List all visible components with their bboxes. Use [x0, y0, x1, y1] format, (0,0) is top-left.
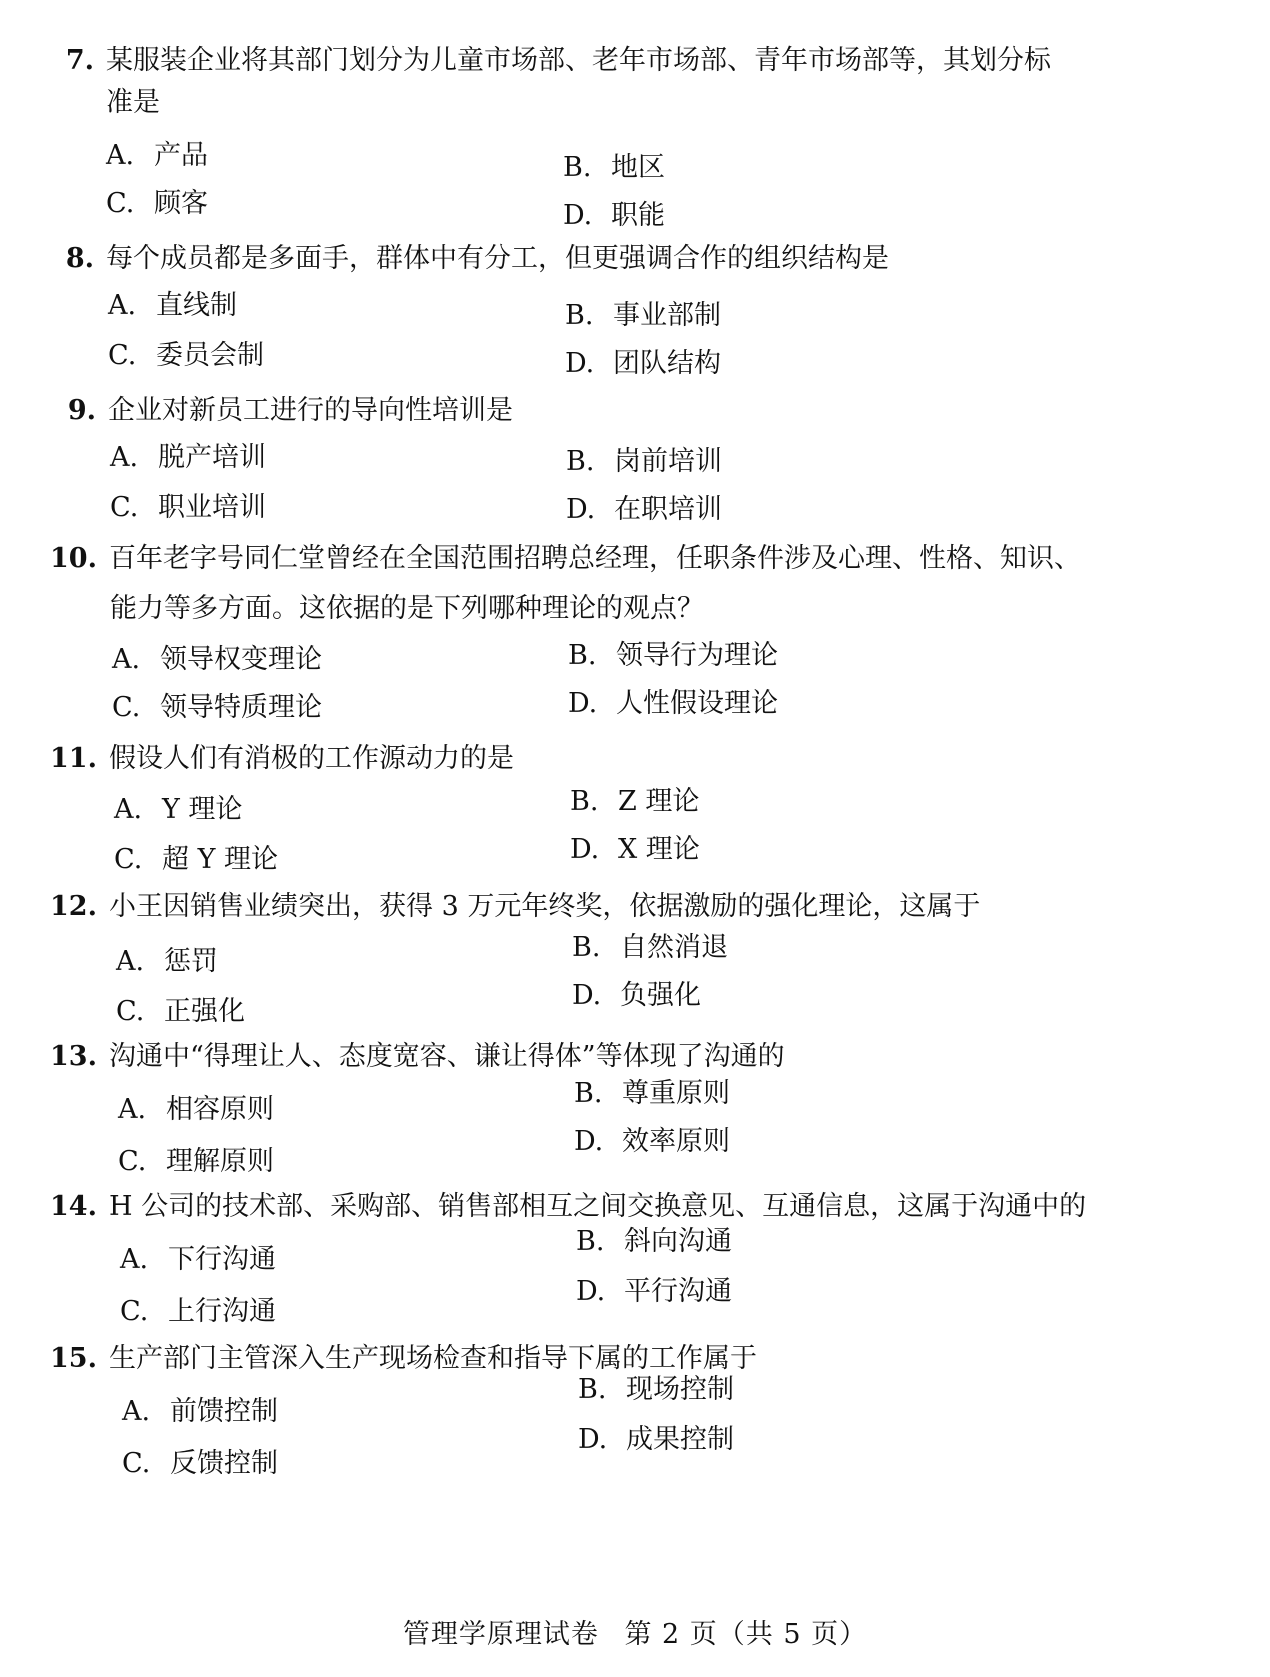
exam-title: 管理学原理试卷 — [402, 1619, 599, 1650]
question-number: 12. — [50, 891, 97, 922]
question-number: 15. — [50, 1343, 97, 1374]
page-number: 第 2 页（共 5 页） — [624, 1619, 868, 1650]
question-12-stem — [50, 884, 980, 930]
option-c: C. 理解原则 — [118, 1146, 274, 1177]
option-d: D. 成果控制 — [578, 1424, 734, 1455]
option-a: A. 领导权变理论 — [112, 644, 322, 675]
question-number: 10. — [50, 543, 97, 574]
question-10-stem — [50, 536, 1081, 582]
option-a: A. 相容原则 — [118, 1094, 274, 1125]
option-c: C. 反馈控制 — [122, 1448, 278, 1479]
option-b: B. 现场控制 — [578, 1374, 734, 1405]
option-c: C. 领导特质理论 — [112, 692, 322, 723]
option-a: A. 产品 — [106, 140, 208, 171]
option-d: D. X 理论 — [570, 834, 700, 865]
option-d: D. 效率原则 — [574, 1126, 730, 1157]
question-7-stem — [50, 38, 1051, 84]
option-b: B. 斜向沟通 — [576, 1226, 732, 1257]
option-d: D. 负强化 — [572, 980, 701, 1011]
option-b: B. 事业部制 — [565, 300, 721, 331]
option-c: C. 顾客 — [106, 188, 208, 219]
question-7-stem-continued: 准是 — [106, 87, 160, 118]
question-number: 13. — [50, 1041, 97, 1072]
option-b: B. 地区 — [563, 152, 665, 183]
question-9-stem — [52, 388, 513, 434]
option-b: B. 尊重原则 — [574, 1078, 730, 1109]
question-text: 小王因销售业绩突出，获得 3 万元年终奖，依据激励的强化理论，这属于 — [108, 891, 981, 922]
question-8-stem — [50, 236, 889, 282]
question-text: 生产部门主管深入生产现场检查和指导下属的工作属于 — [108, 1343, 757, 1374]
option-a: A. 前馈控制 — [122, 1396, 278, 1427]
question-text: 百年老字号同仁堂曾经在全国范围招聘总经理，任职条件涉及心理、性格、知识、 — [108, 543, 1081, 574]
question-number: 8. — [65, 243, 94, 274]
option-c: C. 职业培训 — [110, 492, 266, 523]
option-b: B. 领导行为理论 — [568, 640, 778, 671]
question-text: H 公司的技术部、采购部、销售部相互之间交换意见、互通信息，这属于沟通中的 — [108, 1191, 1087, 1222]
option-c: C. 委员会制 — [108, 340, 264, 371]
question-number: 7. — [65, 45, 94, 76]
page-footer — [0, 1612, 1270, 1651]
question-11-stem — [50, 736, 514, 782]
option-a: A. 脱产培训 — [110, 442, 266, 473]
option-c: C. 正强化 — [116, 996, 245, 1027]
option-c: C. 超 Y 理论 — [114, 844, 278, 875]
option-a: A. 直线制 — [108, 290, 237, 321]
question-text: 假设人们有消极的工作源动力的是 — [108, 743, 514, 774]
question-number: 14. — [50, 1191, 97, 1222]
option-a: A. 下行沟通 — [120, 1244, 276, 1275]
question-text: 某服装企业将其部门划分为儿童市场部、老年市场部、青年市场部等，其划分标 — [106, 45, 1051, 76]
question-text: 每个成员都是多面手，群体中有分工，但更强调合作的组织结构是 — [106, 243, 889, 274]
option-b: B. 自然消退 — [572, 932, 728, 963]
option-b: B. Z 理论 — [570, 786, 700, 817]
option-d: D. 团队结构 — [565, 348, 721, 379]
option-d: D. 平行沟通 — [576, 1276, 732, 1307]
question-10-stem-continued: 能力等多方面。这依据的是下列哪种理论的观点？ — [110, 593, 704, 624]
option-b: B. 岗前培训 — [566, 446, 722, 477]
option-d: D. 在职培训 — [566, 494, 722, 525]
question-text: 沟通中“得理让人、态度宽容、谦让得体”等体现了沟通的 — [108, 1041, 785, 1072]
option-a: A. Y 理论 — [114, 794, 243, 825]
option-d: D. 职能 — [563, 200, 665, 231]
question-number: 11. — [50, 743, 97, 774]
question-number: 9. — [67, 395, 96, 426]
option-a: A. 惩罚 — [116, 946, 218, 977]
question-text: 企业对新员工进行的导向性培训是 — [108, 395, 513, 426]
question-14-stem — [50, 1184, 1086, 1230]
option-c: C. 上行沟通 — [120, 1296, 276, 1327]
option-d: D. 人性假设理论 — [568, 688, 778, 719]
